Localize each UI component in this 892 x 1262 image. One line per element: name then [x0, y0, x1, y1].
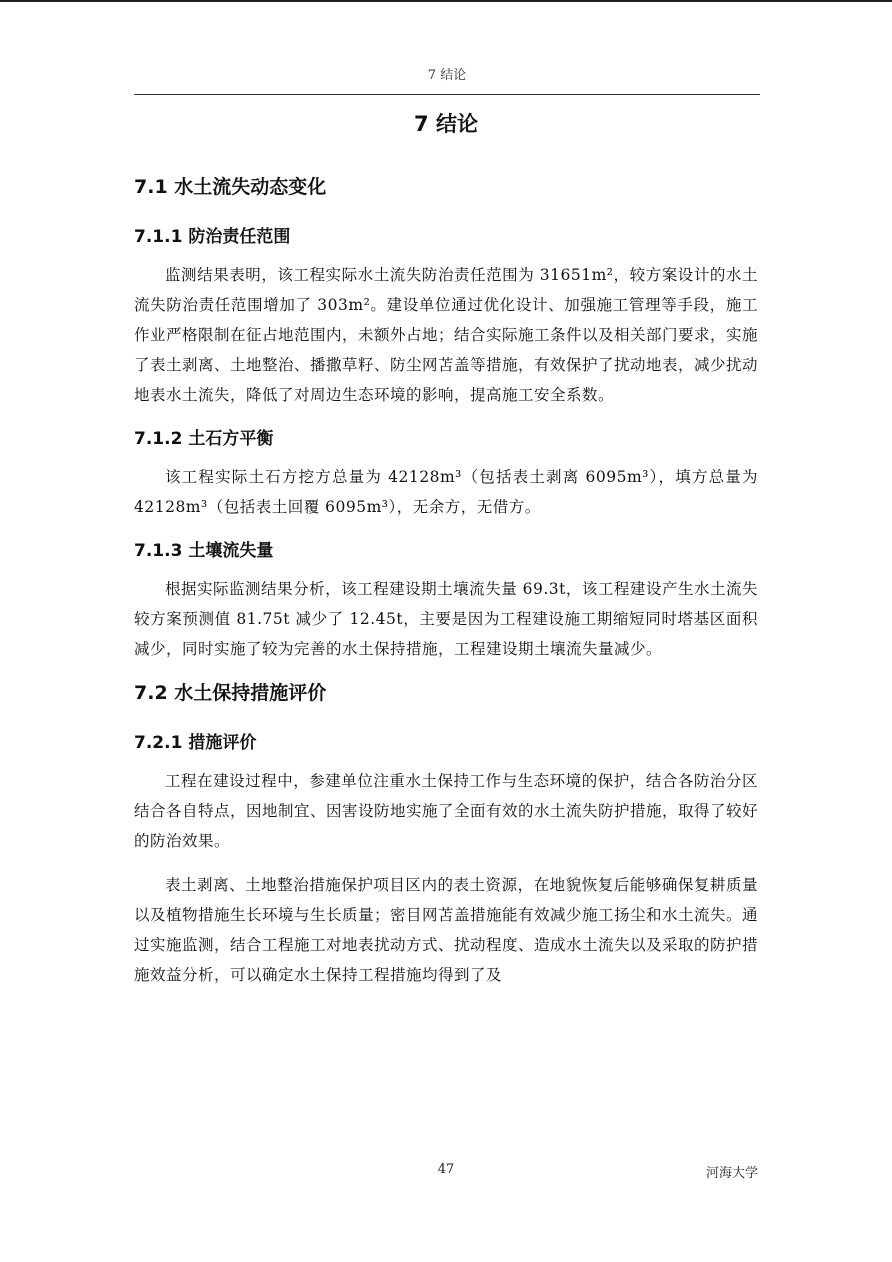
footer-university: 河海大学: [705, 1166, 758, 1181]
paragraph-7-1-3: 根据实际监测结果分析，该工程建设期土壤流失量 69.3t，该工程建设产生水土流失较方案预测值 81.75t 减少了 12.45t，主要是因为工程建设施工期缩短同时塔基区面积减少，同时实施了较为完善的水土保持措施，工程建设期土壤流失量减少。: [134, 580, 758, 658]
section-heading-7-2: 7.2 水土保持措施评价: [134, 682, 327, 704]
page-number: 47: [437, 1162, 455, 1177]
subsection-heading-7-1-1: 7.1.1 防治责任范围: [134, 227, 291, 247]
page-content: [134, 108, 758, 1004]
chapter-title: 7 结论: [414, 112, 478, 136]
paragraph-7-1-2: 该工程实际土石方挖方总量为 42128m³（包括表土剥离 6095m³），填方总量为 42128m³（包括表土回覆 6095m³），无余方，无借方。: [134, 468, 758, 516]
paragraph-7-2-1-a: 工程在建设过程中，参建单位注重水土保持工作与生态环境的保护，结合各防治分区结合各自特点，因地制宜、因害设防地实施了全面有效的水土流失防护措施，取得了较好的防治效果。: [134, 772, 759, 850]
subsection-heading-7-1-2: 7.1.2 土石方平衡: [134, 429, 274, 449]
paragraph-7-1-1: 监测结果表明，该工程实际水土流失防治责任范围为 31651m²，较方案设计的水土流失防治责任范围增加了 303m²。建设单位通过优化设计、加强施工管理等手段，施工作业严格限制在征占地范围内，未额外占地；结合实际施工条件以及相关部门要求，实施了表土剥离、土地整治、播撒草籽、防尘网苫盖等措施，有效保护了扰动地表，减少扰动地表水土流失，降低了对周边生态环境的影响，提高施工安全系数。: [134, 266, 759, 404]
paragraph-7-2-1-b: 表土剥离、土地整治措施保护项目区内的表土资源，在地貌恢复后能够确保复耕质量以及植物措施生长环境与生长质量；密目网苫盖措施能有效减少施工扬尘和水土流失。通过实施监测，结合工程施工对地表扰动方式、扰动程度、造成水土流失以及采取的防护措施效益分析，可以确定水土保持工程措施均得到了及: [134, 876, 759, 984]
subsection-heading-7-2-1: 7.2.1 措施评价: [134, 733, 257, 753]
subsection-heading-7-1-3: 7.1.3 土壤流失量: [134, 541, 274, 561]
page-top-border: [0, 0, 892, 2]
section-heading-7-1: 7.1 水土流失动态变化: [134, 176, 327, 198]
running-header: 7 结论: [427, 68, 467, 83]
header-rule: [134, 94, 760, 95]
